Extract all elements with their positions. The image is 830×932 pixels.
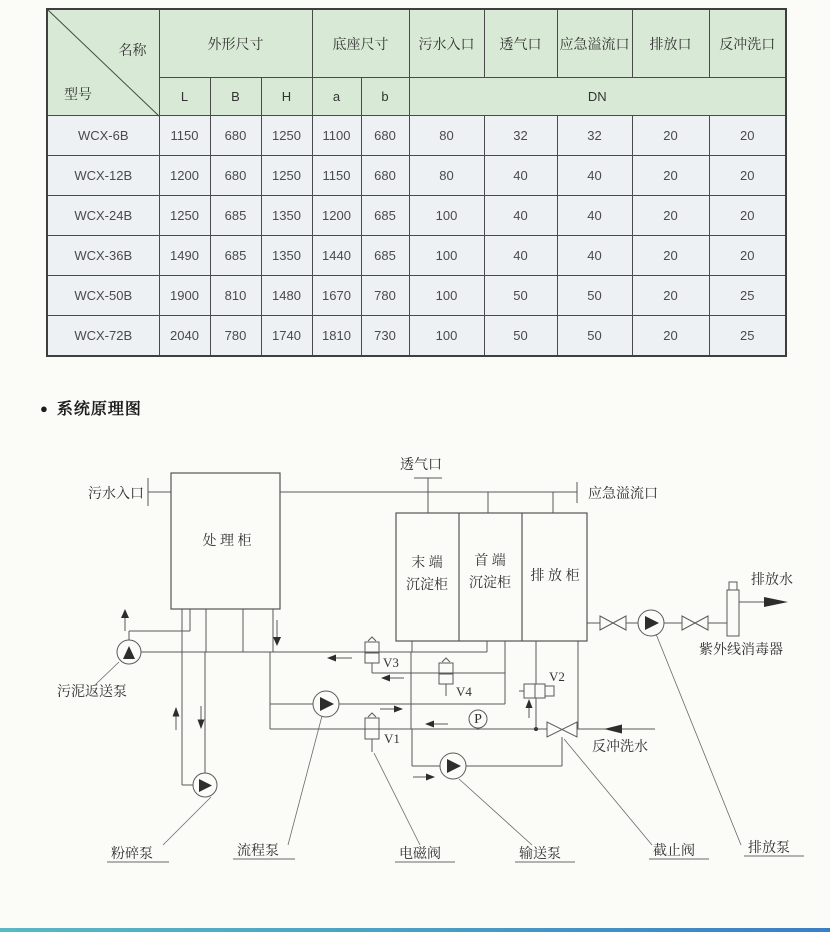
cell: 40 — [484, 156, 557, 196]
cell: 1670 — [312, 276, 361, 316]
subheader-b: b — [361, 78, 409, 116]
solenoid-valve-v1-icon — [365, 713, 379, 752]
valve-v4-label: V4 — [456, 684, 472, 699]
page-bottom-strip — [0, 928, 830, 932]
cell: 80 — [409, 116, 484, 156]
subheader-dn: DN — [409, 78, 786, 116]
cell: 780 — [361, 276, 409, 316]
cell: 1250 — [261, 116, 312, 156]
model-cell: WCX-24B — [47, 196, 159, 236]
cell: 20 — [709, 196, 786, 236]
sludge-return-pipework — [117, 609, 190, 664]
cell: 685 — [210, 196, 261, 236]
table-row — [47, 236, 786, 276]
tank-head-label-line1: 首 端 — [474, 554, 506, 569]
cell: 50 — [557, 316, 632, 356]
bullet-icon: ● — [40, 401, 49, 416]
sludge-return-pump-label: 污泥返送泵 — [57, 685, 127, 700]
cell: 1200 — [312, 196, 361, 236]
cell: 40 — [557, 236, 632, 276]
header-outer-dim: 外形尺寸 — [159, 9, 312, 78]
header-base-dim: 底座尺寸 — [312, 9, 409, 78]
flow-arrow-icon — [764, 597, 788, 607]
cell: 32 — [557, 116, 632, 156]
label-underlines — [107, 856, 804, 862]
header-backwash: 反冲洗口 — [709, 9, 786, 78]
valve-v3-label: V3 — [383, 655, 399, 670]
cell: 680 — [210, 116, 261, 156]
crusher-pump-pipework — [173, 631, 218, 797]
cell: 100 — [409, 196, 484, 236]
corner-name-label: 名称 — [118, 44, 147, 59]
cell: 1900 — [159, 276, 210, 316]
pressure-gauge-label: P — [474, 712, 482, 727]
cell: 20 — [709, 156, 786, 196]
stop-valve-icon — [547, 722, 577, 737]
flow-arrow-icon — [121, 609, 129, 618]
cell: 20 — [632, 156, 709, 196]
uv-sterilizer-icon — [727, 590, 739, 636]
backwash-water-label: 反冲洗水 — [592, 740, 648, 755]
solenoid-valve-v3-icon — [365, 637, 379, 673]
cell: 680 — [210, 156, 261, 196]
cell: 20 — [632, 276, 709, 316]
cell: 1100 — [312, 116, 361, 156]
cell: 100 — [409, 316, 484, 356]
subheader-B: B — [210, 78, 261, 116]
flow-arrow-icon — [604, 725, 622, 734]
cell: 680 — [361, 116, 409, 156]
corner-cell — [47, 9, 159, 116]
solenoid-valve-label: 电磁阀 — [399, 847, 441, 862]
crusher-pump-label: 粉碎泵 — [111, 847, 153, 862]
table-row — [47, 276, 786, 316]
cell: 40 — [484, 236, 557, 276]
model-cell: WCX-50B — [47, 276, 159, 316]
vent-label: 透气口 — [400, 458, 442, 473]
cell: 810 — [210, 276, 261, 316]
cell: 20 — [632, 316, 709, 356]
uv-sterilizer-label: 紫外线消毒器 — [699, 643, 783, 658]
header-overflow: 应急溢流口 — [557, 9, 632, 78]
cell: 40 — [557, 156, 632, 196]
cell: 1150 — [312, 156, 361, 196]
cell: 20 — [709, 236, 786, 276]
discharge-pump-label: 排放泵 — [748, 841, 790, 856]
cell: 40 — [484, 196, 557, 236]
cell: 20 — [632, 116, 709, 156]
model-cell: WCX-36B — [47, 236, 159, 276]
flow-arrow-icon — [394, 706, 403, 713]
cell: 25 — [709, 316, 786, 356]
backwash-line — [270, 710, 655, 737]
cell: 100 — [409, 236, 484, 276]
flow-arrow-icon — [198, 720, 205, 730]
solenoid-valve-v4-icon — [439, 658, 453, 696]
discharge-cabinet-label: 排 放 柜 — [530, 569, 580, 584]
subheader-a: a — [312, 78, 361, 116]
cell: 25 — [709, 276, 786, 316]
table-row — [47, 116, 786, 156]
valve-v2-label: V2 — [549, 669, 565, 684]
cell: 685 — [210, 236, 261, 276]
process-pump-label: 流程泵 — [237, 844, 279, 859]
cell: 1480 — [261, 276, 312, 316]
cell: 1250 — [261, 156, 312, 196]
flow-arrow-icon — [425, 721, 434, 728]
treatment-cabinet-label: 处 理 柜 — [202, 534, 252, 549]
cell: 685 — [361, 196, 409, 236]
cell: 32 — [484, 116, 557, 156]
transfer-pump-label: 输送泵 — [519, 847, 561, 862]
cell: 20 — [709, 116, 786, 156]
cell: 1350 — [261, 236, 312, 276]
cell: 685 — [361, 236, 409, 276]
corner-model-label: 型号 — [64, 88, 92, 103]
cell: 680 — [361, 156, 409, 196]
cell: 1250 — [159, 196, 210, 236]
cell: 1740 — [261, 316, 312, 356]
cell: 1810 — [312, 316, 361, 356]
cell: 1490 — [159, 236, 210, 276]
flow-arrow-icon — [173, 707, 180, 717]
table-row — [47, 196, 786, 236]
gate-valve-icon — [682, 616, 708, 630]
model-cell: WCX-72B — [47, 316, 159, 356]
tank-bottom-pipework — [411, 641, 578, 729]
header-vent: 透气口 — [484, 9, 557, 78]
model-cell: WCX-12B — [47, 156, 159, 196]
cell: 50 — [484, 276, 557, 316]
cell: 100 — [409, 276, 484, 316]
overflow-label: 应急溢流口 — [588, 487, 658, 502]
system-schematic-diagram — [0, 440, 830, 932]
flow-arrow-icon — [426, 774, 435, 781]
flow-arrow-icon — [526, 699, 533, 708]
cell: 1200 — [159, 156, 210, 196]
flow-arrow-icon — [381, 675, 390, 682]
subheader-L: L — [159, 78, 210, 116]
cell: 40 — [557, 196, 632, 236]
tank-end-label-line2: 沉淀柜 — [406, 578, 448, 593]
discharge-water-label: 排放水 — [751, 573, 793, 588]
model-cell: WCX-6B — [47, 116, 159, 156]
transfer-pump-loop — [412, 729, 562, 781]
tank-end-label-line1: 末 端 — [411, 556, 443, 571]
header-discharge: 排放口 — [632, 9, 709, 78]
section-title-text: 系统原理图 — [56, 401, 142, 418]
cell: 1350 — [261, 196, 312, 236]
valve-v1-label: V1 — [384, 731, 400, 746]
header-sewage-inlet: 污水入口 — [409, 9, 484, 78]
flow-arrow-icon — [273, 637, 281, 646]
cell: 730 — [361, 316, 409, 356]
cell: 50 — [484, 316, 557, 356]
subheader-H: H — [261, 78, 312, 116]
cell: 20 — [632, 236, 709, 276]
discharge-line — [587, 582, 788, 636]
stop-valve-label: 截止阀 — [653, 844, 695, 859]
table-row — [47, 316, 786, 356]
cell: 2040 — [159, 316, 210, 356]
section-title — [40, 396, 142, 419]
cell: 1150 — [159, 116, 210, 156]
cell: 1440 — [312, 236, 361, 276]
solenoid-valve-v2-icon — [519, 684, 554, 729]
spec-table — [46, 8, 787, 357]
cell: 50 — [557, 276, 632, 316]
tank-head-label-line2: 沉淀柜 — [469, 576, 511, 591]
cell: 80 — [409, 156, 484, 196]
sewage-inlet-label: 污水入口 — [88, 487, 144, 502]
cell: 780 — [210, 316, 261, 356]
gate-valve-icon — [600, 616, 626, 630]
table-row — [47, 156, 786, 196]
cell: 20 — [632, 196, 709, 236]
flow-arrow-icon — [327, 655, 336, 662]
top-pipework — [148, 478, 577, 513]
